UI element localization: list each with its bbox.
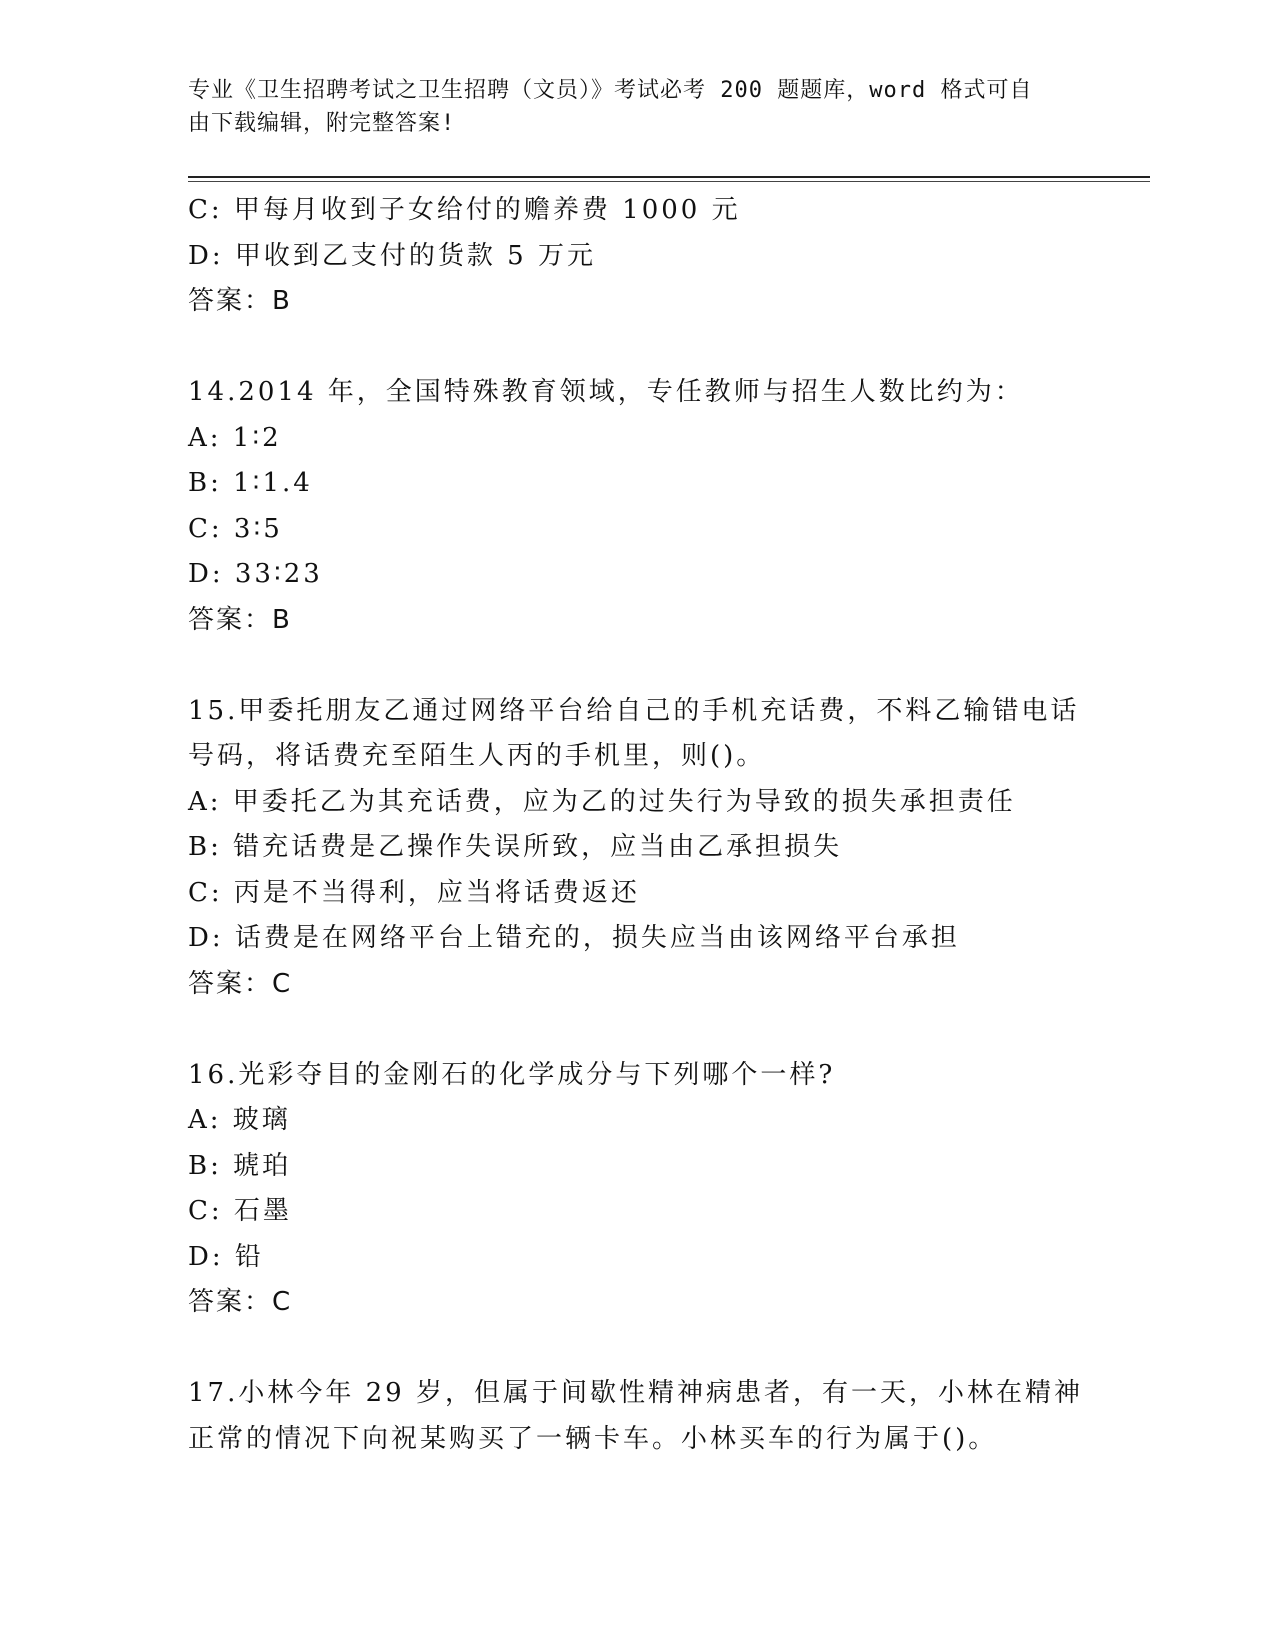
answer-line: 答案：C — [188, 1287, 293, 1317]
spacer — [188, 1007, 1088, 1053]
header-line-1: 专业《卫生招聘考试之卫生招聘（文员）》考试必考 200 题题库，word 格式可自 — [188, 78, 1033, 103]
option-c: C: 甲每月收到子女给付的赡养费 1000 元 — [188, 195, 741, 225]
answer-line: 答案：B — [188, 286, 292, 316]
question-list — [188, 188, 1088, 1462]
header-line-2: 由下载编辑，附完整答案! — [188, 111, 456, 136]
option-d: D: 33∶23 — [188, 559, 323, 589]
question-stem: 14.2014 年，全国特殊教育领域，专任教师与招生人数比约为： — [188, 377, 1024, 407]
option-c: C: 石墨 — [188, 1196, 292, 1226]
spacer — [188, 325, 1088, 371]
answer-line: 答案：B — [188, 604, 292, 635]
header-divider-thick — [188, 176, 1150, 178]
question-stem-continued: 号码，将话费充至陌生人丙的手机里，则()。 — [188, 741, 766, 771]
question-stem: 16.光彩夺目的金刚石的化学成分与下列哪个一样? — [188, 1059, 836, 1090]
option-d: D: 甲收到乙支付的货款 5 万元 — [188, 240, 596, 271]
question-16 — [188, 1053, 1088, 1326]
question-13-continued — [188, 188, 1088, 325]
option-b: B: 错充话费是乙操作失误所致，应当由乙承担损失 — [188, 832, 843, 862]
option-c: C: 丙是不当得利，应当将话费返还 — [188, 877, 640, 908]
option-d: D: 话费是在网络平台上错充的，损失应当由该网络平台承担 — [188, 923, 960, 953]
question-15 — [188, 689, 1088, 1008]
option-a: A: 甲委托乙为其充话费，应为乙的过失行为导致的损失承担责任 — [188, 786, 1016, 817]
question-17 — [188, 1371, 1088, 1462]
question-stem: 17.小林今年 29 岁，但属于间歇性精神病患者，有一天，小林在精神 — [188, 1378, 1083, 1408]
option-c: C: 3∶5 — [188, 513, 283, 544]
spacer — [188, 643, 1088, 689]
option-d: D: 铅 — [188, 1241, 264, 1272]
document-header — [188, 74, 1068, 140]
header-divider-thin — [188, 181, 1150, 182]
option-a: A: 1∶2 — [188, 422, 282, 453]
question-stem-continued: 正常的情况下向祝某购买了一辆卡车。小林买车的行为属于()。 — [188, 1423, 998, 1454]
answer-line: 答案：C — [188, 968, 293, 999]
option-b: B: 1∶1.4 — [188, 468, 313, 498]
question-stem: 15.甲委托朋友乙通过网络平台给自己的手机充话费，不料乙输错电话 — [188, 695, 1080, 726]
option-b: B: 琥珀 — [188, 1150, 292, 1181]
option-a: A: 玻璃 — [188, 1105, 291, 1135]
spacer — [188, 1326, 1088, 1372]
question-14 — [188, 370, 1088, 643]
